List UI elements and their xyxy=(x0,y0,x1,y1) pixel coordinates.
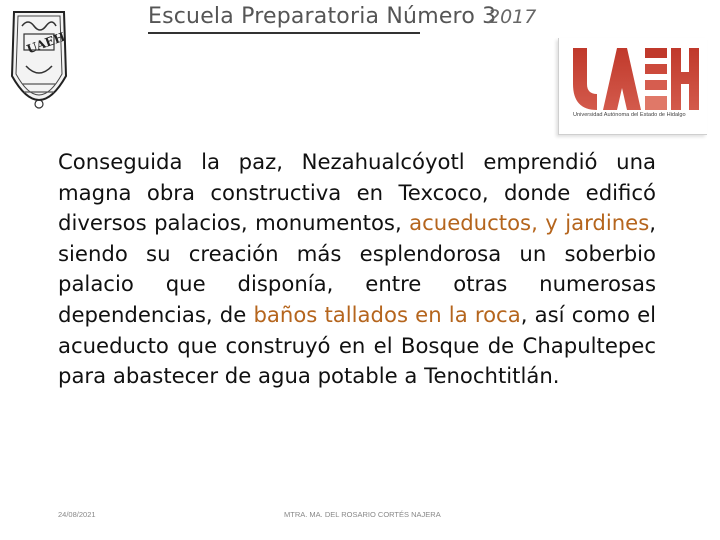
header-underline xyxy=(148,32,420,34)
header-title: Escuela Preparatoria Número 3 xyxy=(148,4,497,29)
highlighted-text: acueductos, y jardines xyxy=(409,210,650,236)
footer-date: 24/08/2021 xyxy=(58,510,96,519)
header-year: 2017 xyxy=(488,6,537,28)
highlighted-text: baños tallados en la roca xyxy=(253,301,521,327)
school-seal-logo xyxy=(8,6,70,126)
paragraph-text: Conseguida la paz, Nezahualcóyotl emprendió una magna obra constructiva en Texcoco, donde edificó diversos palacios, monumentos, xyxy=(58,149,656,236)
paragraph-text: , así como el acueducto que construyó en el Bosque de Chapultepec para abastecer de agua potable a Tenochtitlán. xyxy=(58,301,657,389)
seal-text: UAEH xyxy=(24,29,68,57)
uaeh-caption: Universidad Autónoma del Estado de Hidalgo xyxy=(573,112,686,118)
uaeh-logo xyxy=(569,42,699,112)
paragraph-text: , siendo su creación más esplendorosa un soberbio palacio que disponía, entre otras numerosas dependencias, de xyxy=(58,210,656,327)
body-paragraph xyxy=(58,147,656,392)
footer-author: MTRA. MA. DEL ROSARIO CORTÉS NAJERA xyxy=(284,510,441,519)
uaeh-logo-frame xyxy=(558,38,707,135)
